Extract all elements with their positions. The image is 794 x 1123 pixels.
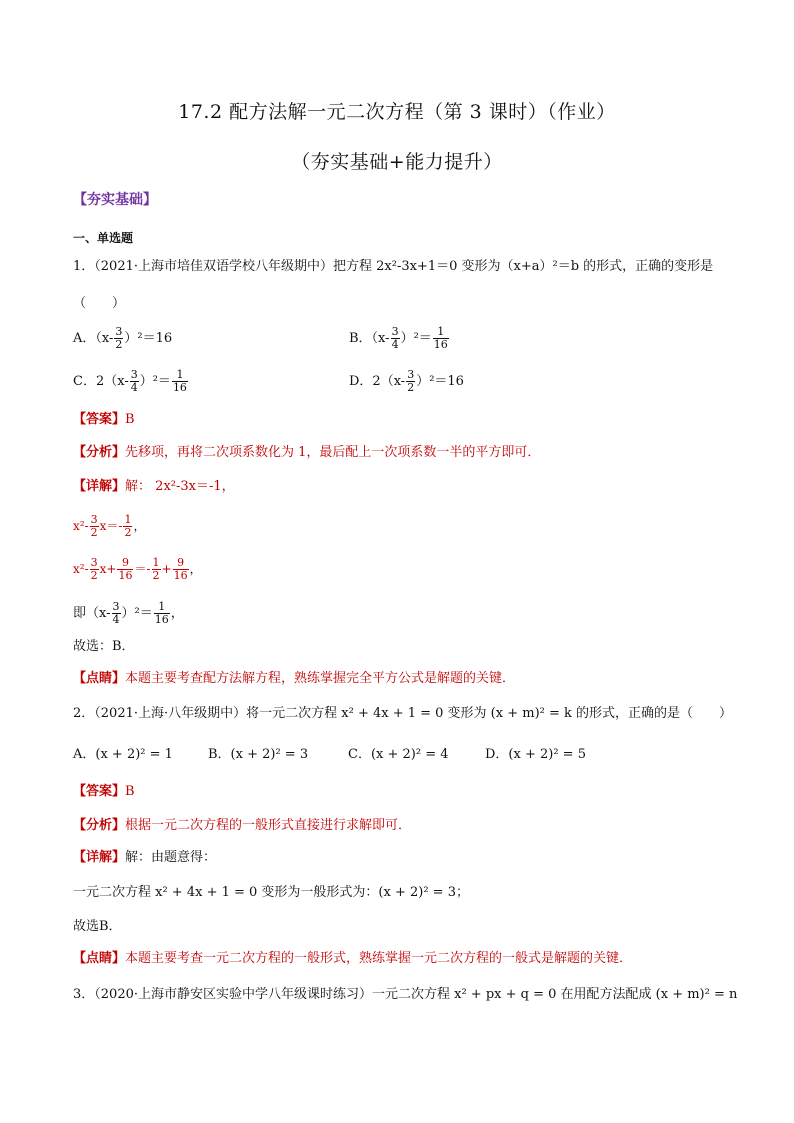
detail-intro: 解：由题意得： bbox=[125, 850, 217, 865]
q1-option-d-label: D．2（x- bbox=[349, 374, 406, 389]
numerator: 3 bbox=[90, 513, 98, 526]
q1-stem bbox=[73, 257, 713, 277]
step-text: 即（x- bbox=[73, 606, 111, 621]
denominator: 16 bbox=[118, 569, 133, 582]
numerator: 3 bbox=[130, 368, 138, 381]
denominator: 16 bbox=[154, 613, 169, 626]
q1-option-c-mid: ）²＝ bbox=[139, 374, 171, 389]
denominator: 2 bbox=[152, 569, 160, 582]
step-text: ）²＝ bbox=[121, 606, 153, 621]
remark-tag: 【点睛】 bbox=[73, 951, 126, 966]
step-text: ＝- bbox=[134, 562, 151, 576]
analysis-tag: 【分析】 bbox=[73, 445, 126, 460]
remark-text: 本题主要考查一元二次方程的一般形式，熟练掌握一元二次方程的一般式是解题的关键． bbox=[125, 951, 633, 966]
step-text: ， bbox=[170, 606, 184, 621]
fraction bbox=[173, 557, 189, 582]
q2-remark bbox=[73, 949, 632, 969]
detail-tag: 【详解】 bbox=[73, 850, 126, 865]
denominator: 4 bbox=[112, 613, 120, 626]
numerator: 1 bbox=[154, 601, 170, 614]
q1-option-a bbox=[73, 326, 172, 351]
fraction bbox=[90, 514, 99, 539]
step-text: x²- bbox=[73, 519, 89, 533]
page-subtitle: （夯实基础+能力提升） bbox=[291, 151, 503, 173]
q1-option-a-label: A．（x- bbox=[73, 331, 114, 346]
fraction bbox=[154, 601, 170, 626]
answer-value: B bbox=[125, 784, 135, 799]
numerator: 1 bbox=[152, 556, 160, 569]
denominator: 2 bbox=[407, 381, 415, 394]
fraction bbox=[152, 557, 161, 582]
fraction bbox=[112, 601, 121, 626]
denominator: 4 bbox=[130, 381, 138, 394]
detail-step: 2x²-3x＝-1， bbox=[155, 479, 235, 494]
q1-step4 bbox=[73, 601, 184, 626]
q1-option-b bbox=[349, 326, 450, 351]
q2-option-a: A．(x + 2)² = 1 bbox=[73, 747, 173, 762]
q1-answer bbox=[73, 410, 135, 430]
q1-option-b-mid: ）²＝ bbox=[400, 331, 432, 346]
q1-option-c bbox=[73, 369, 189, 394]
q1-choose: 故选：B． bbox=[73, 639, 135, 654]
detail-intro: 解： bbox=[125, 479, 152, 494]
denominator: 16 bbox=[173, 569, 188, 582]
numerator: 3 bbox=[407, 368, 415, 381]
numerator: 1 bbox=[433, 326, 449, 339]
denominator: 4 bbox=[391, 338, 399, 351]
step-text: x＝- bbox=[99, 519, 123, 533]
q2-analysis bbox=[73, 816, 411, 836]
fraction bbox=[114, 326, 123, 351]
fraction bbox=[433, 326, 449, 351]
step-text: x+ bbox=[99, 562, 117, 576]
q3-text: （2020·上海市静安区实验中学八年级课时练习）一元二次方程 x² + px + q = 0 在用配方法配成 (x + m)² = n bbox=[94, 987, 738, 1002]
numerator: 1 bbox=[124, 513, 132, 526]
q3-number: 3． bbox=[73, 987, 95, 1002]
q1-option-d-tail: ）²＝16 bbox=[416, 374, 464, 389]
q1-option-d bbox=[349, 369, 464, 394]
q2-option-c: C．(x + 2)² = 4 bbox=[348, 747, 449, 762]
fraction bbox=[117, 557, 133, 582]
remark-tag: 【点睛】 bbox=[73, 671, 126, 686]
step-text: + bbox=[161, 562, 172, 576]
q2-detail-header bbox=[73, 848, 216, 868]
q1-step3 bbox=[73, 557, 202, 582]
q1-detail-header bbox=[73, 477, 235, 497]
denominator: 2 bbox=[90, 526, 98, 539]
q1-number: 1． bbox=[73, 259, 95, 274]
numerator: 3 bbox=[112, 600, 120, 613]
remark-text: 本题主要考查配方法解方程，熟练掌握完全平方公式是解题的关键． bbox=[125, 671, 516, 686]
q2-number: 2． bbox=[73, 706, 95, 721]
analysis-text: 先移项，再将二次项系数化为 1，最后配上一次项系数一半的平方即可． bbox=[125, 445, 541, 460]
denominator: 2 bbox=[115, 338, 123, 351]
q1-option-c-label: C．2（x- bbox=[73, 374, 129, 389]
numerator: 3 bbox=[90, 556, 98, 569]
q1-step2 bbox=[73, 514, 145, 539]
q1-paren: （ ） bbox=[73, 296, 126, 311]
step-text: ， bbox=[133, 519, 146, 533]
answer-value: B bbox=[125, 412, 135, 427]
q1-text: （2021·上海市培佳双语学校八年级期中）把方程 2x²-3x+1＝0 变形为（x+a）²＝b 的形式，正确的变形是 bbox=[94, 259, 714, 274]
fraction bbox=[406, 369, 415, 394]
answer-tag: 【答案】 bbox=[73, 784, 126, 799]
fraction bbox=[123, 514, 132, 539]
numerator: 9 bbox=[117, 557, 133, 570]
q3-stem bbox=[73, 985, 737, 1005]
analysis-text: 根据一元二次方程的一般形式直接进行求解即可． bbox=[125, 818, 412, 833]
analysis-tag: 【分析】 bbox=[73, 818, 126, 833]
q1-analysis bbox=[73, 443, 540, 463]
q2-option-d: D．(x + 2)² = 5 bbox=[485, 747, 586, 762]
numerator: 3 bbox=[115, 325, 123, 338]
numerator: 1 bbox=[172, 369, 188, 382]
answer-tag: 【答案】 bbox=[73, 412, 126, 427]
fraction bbox=[172, 369, 188, 394]
page-title: 17.2 配方法解一元二次方程（第 3 课时）（作业） bbox=[178, 101, 616, 123]
numerator: 9 bbox=[173, 557, 189, 570]
fraction bbox=[130, 369, 139, 394]
denominator: 16 bbox=[433, 338, 448, 351]
detail-tag: 【详解】 bbox=[73, 479, 126, 494]
q2-choose: 故选B． bbox=[73, 919, 122, 934]
denominator: 16 bbox=[172, 381, 187, 394]
q2-answer bbox=[73, 782, 135, 802]
step-text: x²- bbox=[73, 562, 89, 576]
question-type-heading: 一、单选题 bbox=[73, 231, 134, 245]
denominator: 2 bbox=[124, 526, 132, 539]
q2-option-b: B．(x + 2)² = 3 bbox=[208, 747, 309, 762]
fraction bbox=[90, 557, 99, 582]
q1-option-b-label: B．（x- bbox=[349, 331, 390, 346]
denominator: 2 bbox=[90, 569, 98, 582]
numerator: 3 bbox=[391, 325, 399, 338]
q2-stem bbox=[73, 704, 732, 724]
q1-option-a-tail: ）²＝16 bbox=[124, 331, 173, 346]
fraction bbox=[391, 326, 400, 351]
q1-remark bbox=[73, 669, 515, 689]
q2-text: （2021·上海·八年级期中）将一元二次方程 x² + 4x + 1 = 0 变形为 (x + m)² = k 的形式，正确的是（ ） bbox=[94, 706, 733, 721]
step-text: ， bbox=[189, 562, 202, 576]
q2-detail-step: 一元二次方程 x² + 4x + 1 = 0 变形为一般形式为：(x + 2)² = 3； bbox=[73, 885, 469, 900]
section-tag: 【夯实基础】 bbox=[73, 192, 157, 208]
